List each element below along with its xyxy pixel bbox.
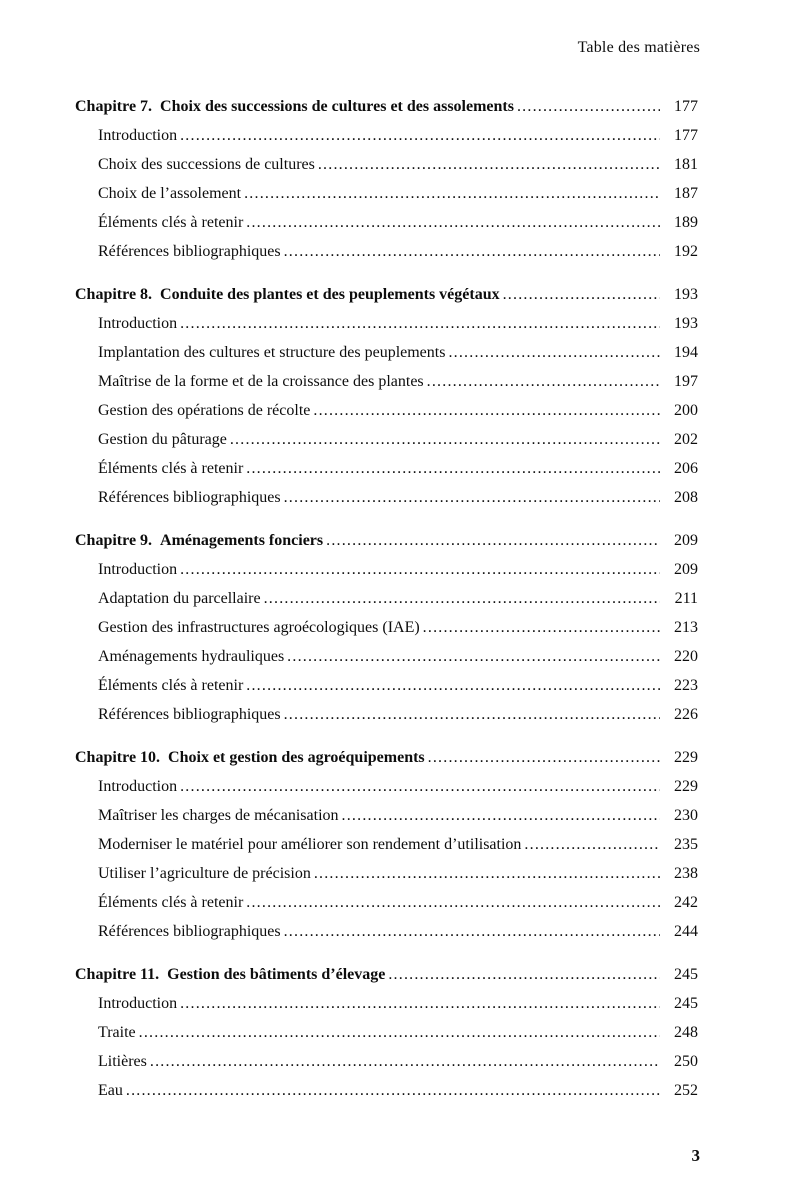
toc-list — [75, 92, 698, 1119]
dot-leader — [246, 454, 660, 483]
dot-leader — [427, 367, 660, 396]
section-page-number: 197 — [674, 373, 698, 390]
dot-leader — [284, 483, 660, 512]
chapter-page-number: 229 — [674, 749, 698, 766]
toc-section-entry — [75, 917, 698, 946]
section-page-number: 229 — [674, 778, 698, 795]
toc-section-entry — [75, 700, 698, 729]
running-header: Table des matières — [577, 39, 700, 56]
dot-leader — [180, 989, 660, 1018]
section-title: Adaptation du parcellaire — [98, 590, 261, 607]
toc-section-entry — [75, 425, 698, 454]
section-page-number: 200 — [674, 402, 698, 419]
toc-chapter-block — [75, 743, 698, 946]
chapter-title: Gestion des bâtiments d’élevage — [167, 966, 386, 983]
toc-section-entry — [75, 150, 698, 179]
section-page-number: 194 — [674, 344, 698, 361]
dot-leader — [342, 801, 660, 830]
chapter-title: Choix et gestion des agroéquipements — [168, 749, 425, 766]
section-page-number: 252 — [674, 1082, 698, 1099]
section-page-number: 250 — [674, 1053, 698, 1070]
toc-section-entry — [75, 989, 698, 1018]
section-page-number: 192 — [674, 243, 698, 260]
dot-leader — [264, 584, 660, 613]
toc-chapter-block — [75, 526, 698, 729]
section-page-number: 238 — [674, 865, 698, 882]
dot-leader — [388, 960, 660, 989]
dot-leader — [180, 121, 660, 150]
section-page-number: 248 — [674, 1024, 698, 1041]
toc-section-entry — [75, 888, 698, 917]
dot-leader — [230, 425, 660, 454]
section-page-number: 189 — [674, 214, 698, 231]
toc-section-entry — [75, 309, 698, 338]
dot-leader — [524, 830, 660, 859]
section-title: Éléments clés à retenir — [98, 677, 244, 694]
dot-leader — [284, 700, 660, 729]
section-page-number: 181 — [674, 156, 698, 173]
dot-leader — [246, 888, 660, 917]
dot-leader — [423, 613, 660, 642]
section-title: Traite — [98, 1024, 136, 1041]
chapter-page-number: 209 — [674, 532, 698, 549]
section-title: Introduction — [98, 995, 178, 1012]
section-title: Moderniser le matériel pour améliorer son rendement d’utilisation — [98, 836, 522, 853]
section-title: Éléments clés à retenir — [98, 894, 244, 911]
toc-chapter-block — [75, 960, 698, 1105]
dot-leader — [503, 280, 660, 309]
dot-leader — [244, 179, 660, 208]
dot-leader — [313, 396, 660, 425]
toc-section-entry — [75, 801, 698, 830]
dot-leader — [139, 1018, 660, 1047]
chapter-page-number: 245 — [674, 966, 698, 983]
toc-section-entry — [75, 237, 698, 266]
dot-leader — [246, 208, 660, 237]
section-title: Gestion du pâturage — [98, 431, 227, 448]
section-title: Introduction — [98, 127, 178, 144]
dot-leader — [428, 743, 660, 772]
dot-leader — [180, 309, 660, 338]
section-title: Références bibliographiques — [98, 706, 281, 723]
section-title: Implantation des cultures et structure des peuplements — [98, 344, 446, 361]
chapter-label: Chapitre 7. — [75, 98, 153, 115]
dot-leader — [126, 1076, 660, 1105]
section-page-number: 220 — [674, 648, 698, 665]
toc-chapter-entry — [75, 960, 698, 989]
toc-chapter-entry — [75, 280, 698, 309]
toc-section-entry — [75, 671, 698, 700]
dot-leader — [284, 917, 660, 946]
toc-section-entry — [75, 179, 698, 208]
chapter-label: Chapitre 9. — [75, 532, 153, 549]
section-title: Éléments clés à retenir — [98, 214, 244, 231]
toc-section-entry — [75, 396, 698, 425]
toc-chapter-block — [75, 280, 698, 512]
dot-leader — [180, 555, 660, 584]
section-title: Introduction — [98, 778, 178, 795]
section-page-number: 208 — [674, 489, 698, 506]
dot-leader — [284, 237, 660, 266]
section-title: Litières — [98, 1053, 147, 1070]
toc-section-entry — [75, 642, 698, 671]
section-title: Références bibliographiques — [98, 243, 281, 260]
section-page-number: 202 — [674, 431, 698, 448]
toc-section-entry — [75, 772, 698, 801]
toc-chapter-entry — [75, 743, 698, 772]
chapter-page-number: 177 — [674, 98, 698, 115]
section-page-number: 193 — [674, 315, 698, 332]
section-page-number: 209 — [674, 561, 698, 578]
dot-leader — [180, 772, 660, 801]
toc-section-entry — [75, 830, 698, 859]
toc-chapter-entry — [75, 92, 698, 121]
section-title: Gestion des opérations de récolte — [98, 402, 311, 419]
section-title: Choix des successions de cultures — [98, 156, 315, 173]
toc-section-entry — [75, 367, 698, 396]
chapter-label: Chapitre 10. — [75, 749, 161, 766]
toc-section-entry — [75, 121, 698, 150]
toc-section-entry — [75, 555, 698, 584]
section-page-number: 213 — [674, 619, 698, 636]
toc-section-entry — [75, 1047, 698, 1076]
dot-leader — [448, 338, 660, 367]
section-page-number: 226 — [674, 706, 698, 723]
section-title: Éléments clés à retenir — [98, 460, 244, 477]
section-page-number: 187 — [674, 185, 698, 202]
section-title: Maîtrise de la forme et de la croissance des plantes — [98, 373, 424, 390]
section-title: Aménagements hydrauliques — [98, 648, 285, 665]
section-page-number: 235 — [674, 836, 698, 853]
chapter-label: Chapitre 8. — [75, 286, 153, 303]
toc-chapter-block — [75, 92, 698, 266]
dot-leader — [150, 1047, 660, 1076]
toc-section-entry — [75, 613, 698, 642]
section-title: Utiliser l’agriculture de précision — [98, 865, 311, 882]
chapter-label: Chapitre 11. — [75, 966, 160, 983]
toc-section-entry — [75, 584, 698, 613]
section-title: Maîtriser les charges de mécanisation — [98, 807, 339, 824]
toc-section-entry — [75, 859, 698, 888]
section-title: Gestion des infrastructures agroécologiques (IAE) — [98, 619, 420, 636]
chapter-title: Aménagements fonciers — [160, 532, 324, 549]
page-number: 3 — [691, 1146, 700, 1165]
dot-leader — [318, 150, 660, 179]
section-page-number: 211 — [674, 590, 698, 607]
section-page-number: 242 — [674, 894, 698, 911]
section-title: Choix de l’assolement — [98, 185, 242, 202]
section-page-number: 245 — [674, 995, 698, 1012]
section-title: Introduction — [98, 561, 178, 578]
dot-leader — [314, 859, 660, 888]
section-page-number: 244 — [674, 923, 698, 940]
toc-chapter-entry — [75, 526, 698, 555]
chapter-title: Choix des successions de cultures et des assolements — [160, 98, 514, 115]
dot-leader — [246, 671, 660, 700]
section-title: Introduction — [98, 315, 178, 332]
toc-section-entry — [75, 1076, 698, 1105]
chapter-title: Conduite des plantes et des peuplements végétaux — [160, 286, 500, 303]
section-page-number: 230 — [674, 807, 698, 824]
toc-section-entry — [75, 1018, 698, 1047]
toc-section-entry — [75, 208, 698, 237]
dot-leader — [287, 642, 660, 671]
toc-section-entry — [75, 454, 698, 483]
toc-section-entry — [75, 338, 698, 367]
section-page-number: 206 — [674, 460, 698, 477]
section-title: Eau — [98, 1082, 123, 1099]
dot-leader — [517, 92, 660, 121]
section-title: Références bibliographiques — [98, 489, 281, 506]
section-page-number: 177 — [674, 127, 698, 144]
section-page-number: 223 — [674, 677, 698, 694]
chapter-page-number: 193 — [674, 286, 698, 303]
toc-section-entry — [75, 483, 698, 512]
section-title: Références bibliographiques — [98, 923, 281, 940]
dot-leader — [326, 526, 660, 555]
